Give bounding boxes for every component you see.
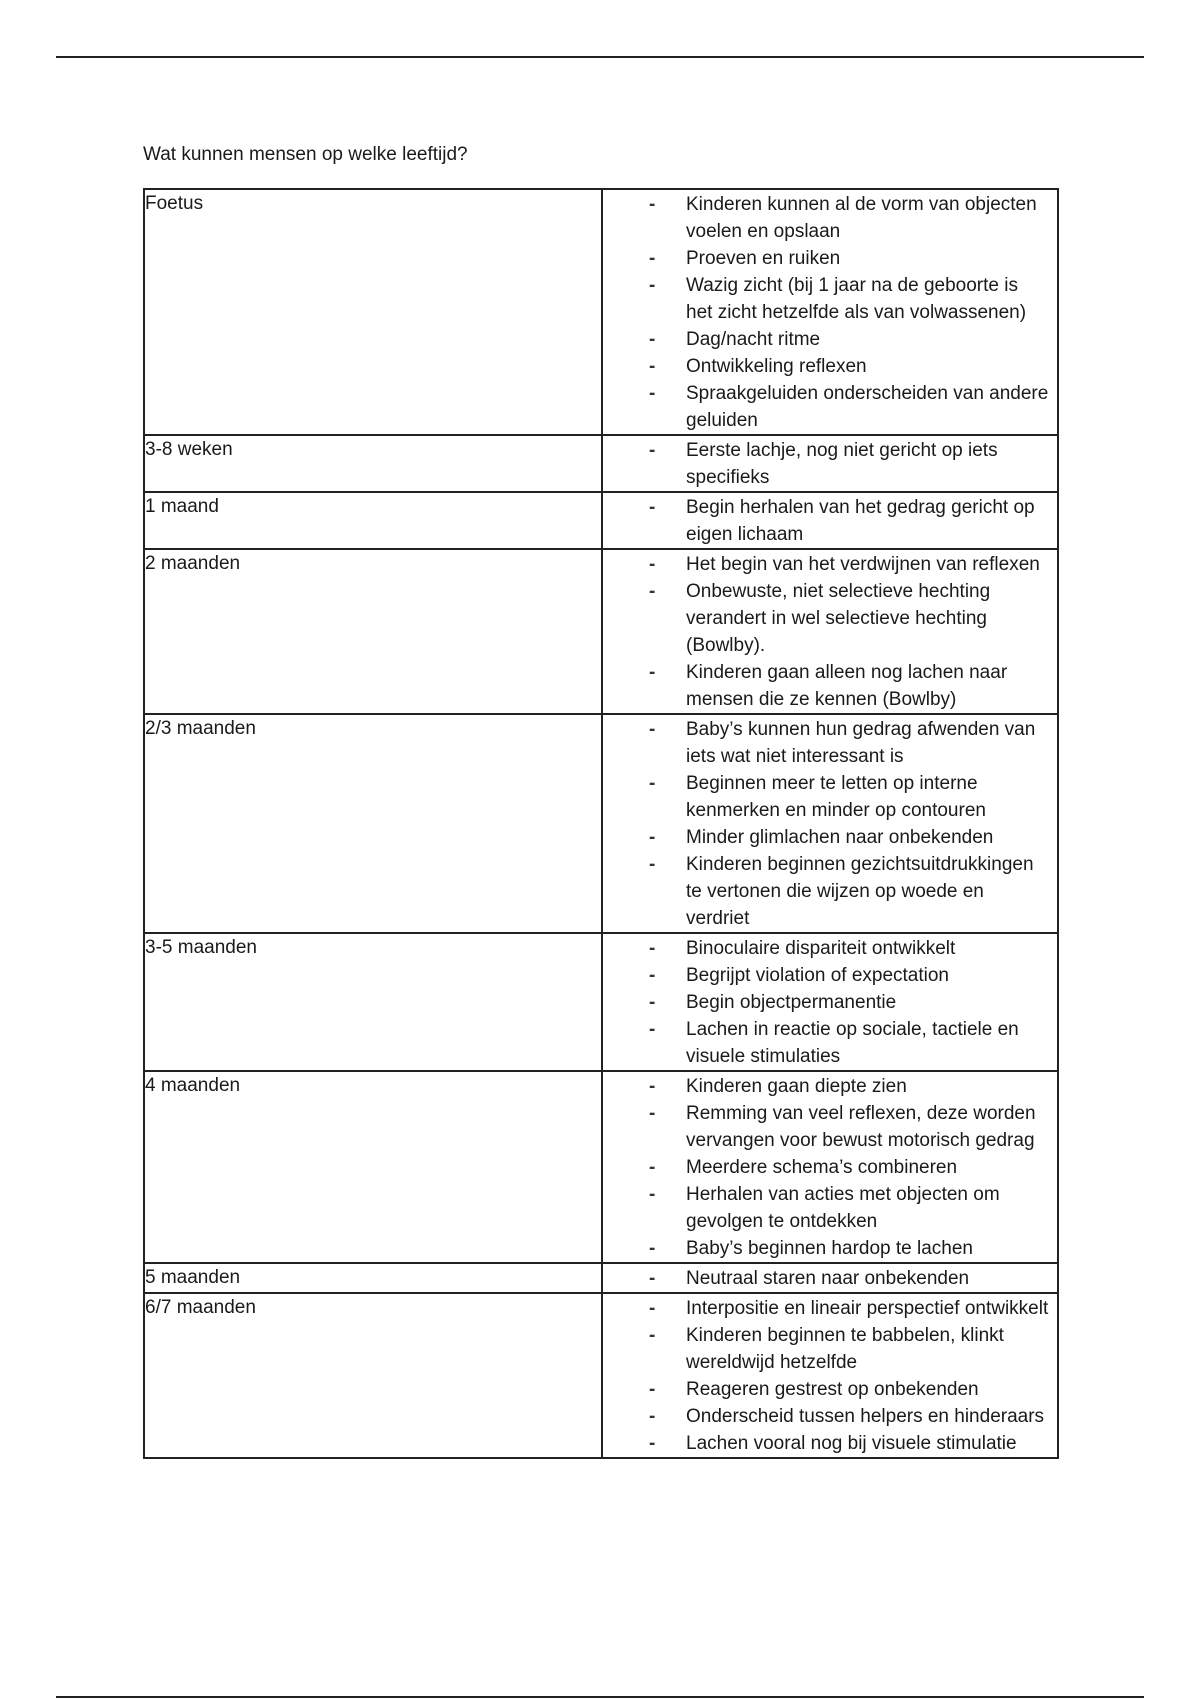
age-cell: 2 maanden xyxy=(144,549,602,714)
milestone-item: - Begrijpt violation of expectation xyxy=(603,962,1049,989)
age-cell: 3-5 maanden xyxy=(144,933,602,1071)
milestones-cell xyxy=(602,492,1058,549)
age-cell: 1 maand xyxy=(144,492,602,549)
age-cell: 5 maanden xyxy=(144,1263,602,1293)
milestone-list xyxy=(603,190,1057,434)
milestone-list xyxy=(603,715,1057,932)
milestone-item: - Baby’s kunnen hun gedrag afwenden van iets wat niet interessant is xyxy=(603,716,1049,770)
milestone-list xyxy=(603,550,1057,713)
milestone-list xyxy=(603,1294,1057,1457)
milestones-cell xyxy=(602,435,1058,492)
milestones-cell xyxy=(602,1071,1058,1263)
milestone-item: - Ontwikkeling reflexen xyxy=(603,353,1049,380)
header-rule xyxy=(56,56,1144,58)
milestone-item: - Spraakgeluiden onderscheiden van andere geluiden xyxy=(603,380,1049,434)
age-cell: 4 maanden xyxy=(144,1071,602,1263)
milestone-item: - Het begin van het verdwijnen van reflexen xyxy=(603,551,1049,578)
table-row xyxy=(144,933,1058,1071)
milestone-item: - Beginnen meer te letten op interne kenmerken en minder op contouren xyxy=(603,770,1049,824)
document-title: Wat kunnen mensen op welke leeftijd? xyxy=(143,144,468,165)
milestone-list xyxy=(603,1264,1057,1292)
age-development-table xyxy=(143,188,1059,1459)
table-row xyxy=(144,492,1058,549)
milestone-item: - Binoculaire dispariteit ontwikkelt xyxy=(603,935,1049,962)
age-cell: Foetus xyxy=(144,189,602,435)
milestones-cell xyxy=(602,189,1058,435)
milestone-item: - Wazig zicht (bij 1 jaar na de geboorte is het zicht hetzelfde als van volwassenen) xyxy=(603,272,1049,326)
milestone-item: - Kinderen kunnen al de vorm van objecten voelen en opslaan xyxy=(603,191,1049,245)
milestone-item: - Baby’s beginnen hardop te lachen xyxy=(603,1235,1049,1262)
milestones-cell xyxy=(602,933,1058,1071)
table-row xyxy=(144,714,1058,933)
milestone-item: - Interpositie en lineair perspectief ontwikkelt xyxy=(603,1295,1049,1322)
milestone-item: - Kinderen beginnen gezichtsuitdrukkingen te vertonen die wijzen op woede en verdriet xyxy=(603,851,1049,932)
milestone-item: - Meerdere schema’s combineren xyxy=(603,1154,1049,1181)
milestone-item: - Onbewuste, niet selectieve hechting verandert in wel selectieve hechting (Bowlby). xyxy=(603,578,1049,659)
milestone-item: - Dag/nacht ritme xyxy=(603,326,1049,353)
table-row xyxy=(144,1071,1058,1263)
milestones-cell xyxy=(602,714,1058,933)
milestone-item: - Neutraal staren naar onbekenden xyxy=(603,1265,1049,1292)
milestone-item: - Minder glimlachen naar onbekenden xyxy=(603,824,1049,851)
age-cell: 2/3 maanden xyxy=(144,714,602,933)
milestone-list xyxy=(603,436,1057,491)
milestone-item: - Lachen vooral nog bij visuele stimulatie xyxy=(603,1430,1049,1457)
table-row xyxy=(144,435,1058,492)
milestone-item: - Proeven en ruiken xyxy=(603,245,1049,272)
footer-rule xyxy=(56,1696,1144,1698)
table-row xyxy=(144,189,1058,435)
milestones-cell xyxy=(602,1263,1058,1293)
milestone-item: - Herhalen van acties met objecten om gevolgen te ontdekken xyxy=(603,1181,1049,1235)
milestone-item: - Begin objectpermanentie xyxy=(603,989,1049,1016)
milestones-cell xyxy=(602,549,1058,714)
milestone-item: - Kinderen gaan alleen nog lachen naar mensen die ze kennen (Bowlby) xyxy=(603,659,1049,713)
milestone-item: - Eerste lachje, nog niet gericht op iets specifieks xyxy=(603,437,1049,491)
milestones-cell xyxy=(602,1293,1058,1458)
table-row xyxy=(144,1263,1058,1293)
milestone-item: - Kinderen beginnen te babbelen, klinkt wereldwijd hetzelfde xyxy=(603,1322,1049,1376)
table-body xyxy=(144,189,1058,1458)
table-row xyxy=(144,549,1058,714)
milestone-item: - Lachen in reactie op sociale, tactiele en visuele stimulaties xyxy=(603,1016,1049,1070)
age-cell: 3-8 weken xyxy=(144,435,602,492)
milestone-list xyxy=(603,1072,1057,1262)
milestone-list xyxy=(603,934,1057,1070)
milestone-item: - Reageren gestrest op onbekenden xyxy=(603,1376,1049,1403)
milestone-item: - Onderscheid tussen helpers en hinderaars xyxy=(603,1403,1049,1430)
milestone-item: - Remming van veel reflexen, deze worden vervangen voor bewust motorisch gedrag xyxy=(603,1100,1049,1154)
milestone-list xyxy=(603,493,1057,548)
age-cell: 6/7 maanden xyxy=(144,1293,602,1458)
milestone-item: - Kinderen gaan diepte zien xyxy=(603,1073,1049,1100)
table-row xyxy=(144,1293,1058,1458)
milestone-item: - Begin herhalen van het gedrag gericht op eigen lichaam xyxy=(603,494,1049,548)
